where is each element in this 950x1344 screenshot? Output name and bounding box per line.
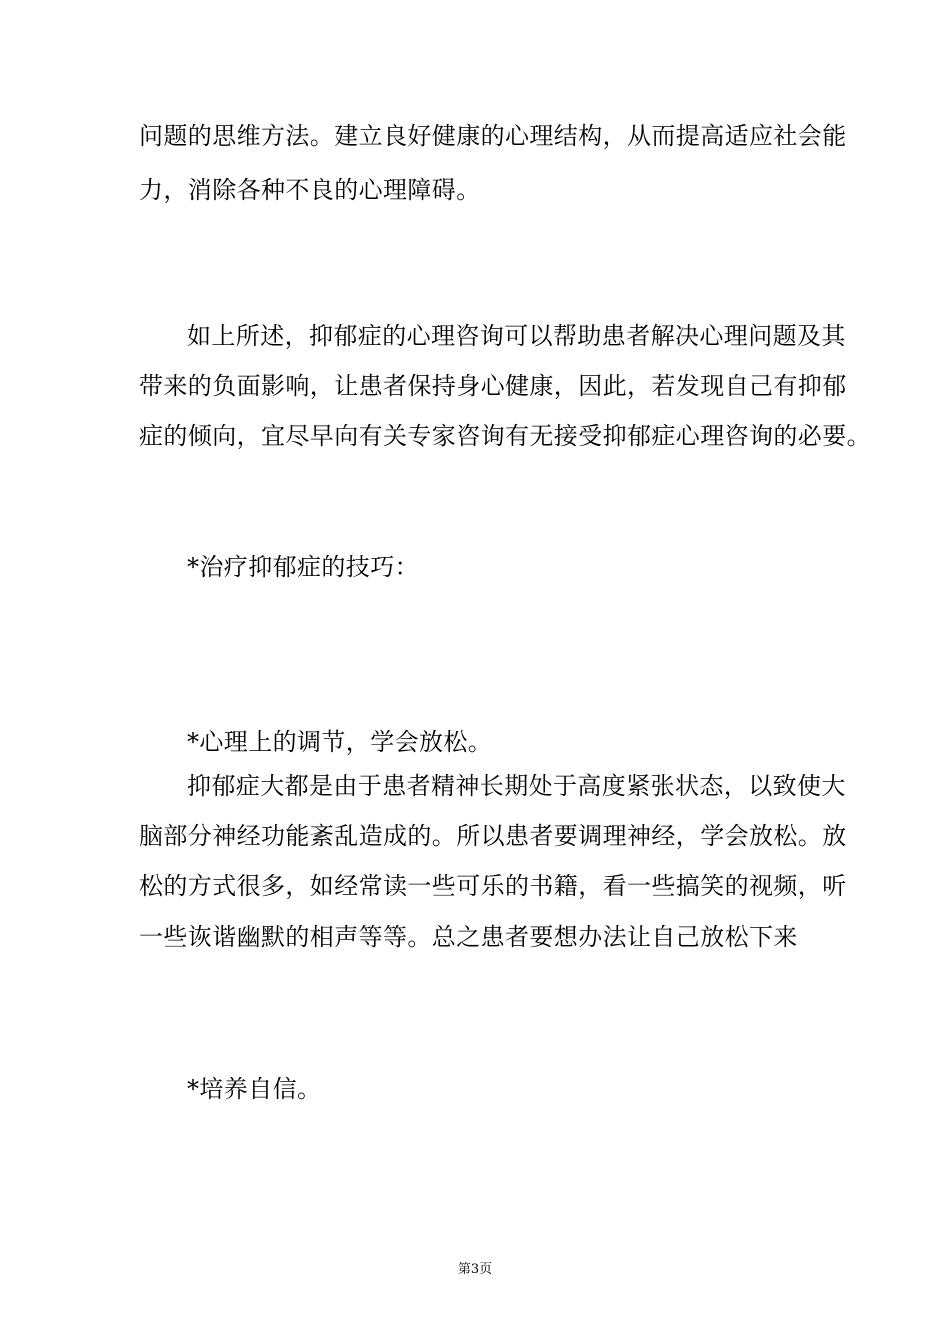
page-number: 第3页 <box>457 1262 493 1277</box>
text-line: 带来的负面影响，让患者保持身心健康，因此，若发现自己有抑郁 <box>139 372 847 400</box>
section-heading-confidence: *培养自信。 <box>187 1075 322 1103</box>
text-line: 一些诙谐幽默的相声等等。总之患者要想办法让自己放松下来 <box>139 923 798 951</box>
section-heading-relax: *心理上的调节，学会放松。 <box>187 728 493 756</box>
text-line: 如上所述，抑郁症的心理咨询可以帮助患者解决心理问题及其 <box>187 322 846 350</box>
text-line: 抑郁症大都是由于患者精神长期处于高度紧张状态，以致使大 <box>187 772 846 800</box>
text-line: 症的倾向，宜尽早向有关专家咨询有无接受抑郁症心理咨询的必要。 <box>139 422 871 450</box>
text-line: 松的方式很多，如经常读一些可乐的书籍，看一些搞笑的视频，听 <box>139 872 847 900</box>
section-heading-tips: *治疗抑郁症的技巧： <box>187 553 419 581</box>
text-line: 脑部分神经功能紊乱造成的。所以患者要调理神经，学会放松。放 <box>139 822 847 850</box>
text-line: 力，消除各种不良的心理障碍。 <box>139 176 481 204</box>
text-line: 问题的思维方法。建立良好健康的心理结构，从而提高适应社会能 <box>139 122 847 150</box>
